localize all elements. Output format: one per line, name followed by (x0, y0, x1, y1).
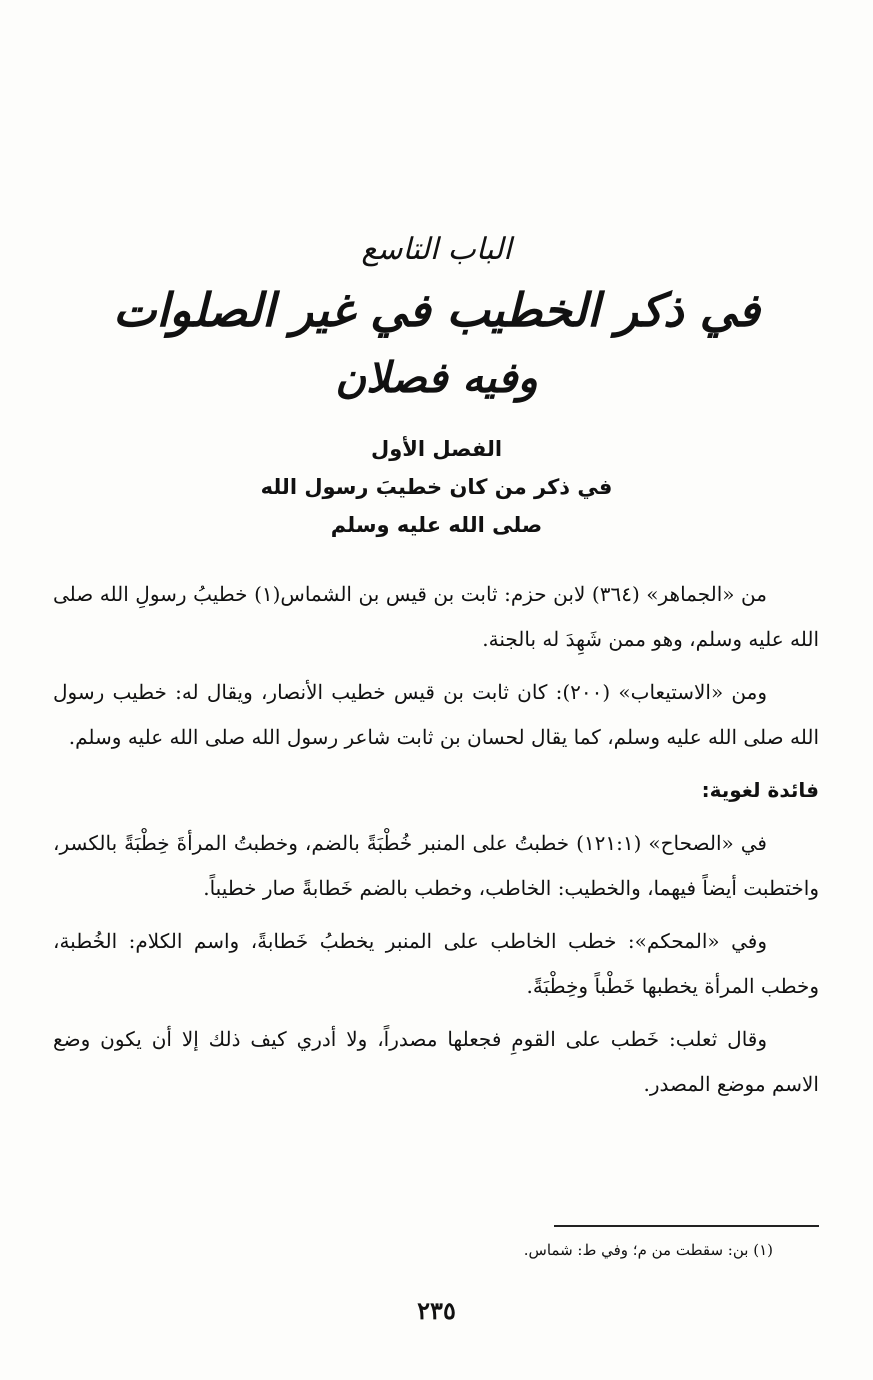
page-number: ٢٣٥ (417, 1296, 456, 1325)
footnote: (١) بن: سقطت من م؛ وفي ط: شماس. (523, 1241, 773, 1259)
section-line-1: في ذكر من كان خطيبَ رسول الله (260, 475, 613, 499)
chapter-label: الباب التاسع (361, 232, 512, 267)
section-title: الفصل الأول (370, 437, 503, 461)
footnote-divider (554, 1225, 819, 1227)
paragraph: من «الجماهر» (٣٦٤) لابن حزم: ثابت بن قيس بن الشماس(١) خطيبُ رسولِ الله صلى الله عليه وسلم، وهو ممن شَهِدَ له بالجنة. (53, 582, 819, 651)
body-text (53, 572, 819, 1115)
section-line-2: صلى الله عليه وسلم (330, 513, 543, 537)
paragraph: وقال ثعلب: خَطب على القومِ فجعلها مصدراً، ولا أدري كيف ذلك إلا أن يكون وضع الاسم موضع المصدر. (53, 1027, 819, 1096)
section-heading (0, 430, 873, 544)
note-label: فائدة لغوية: (701, 778, 819, 802)
chapter-subtitle: وفيه فصلان (335, 353, 538, 402)
chapter-title: في ذكر الخطيب في غير الصلوات (113, 283, 760, 337)
chapter-heading (0, 226, 873, 410)
paragraph: في «الصحاح» (١٢١:١) خطبتُ على المنبر خُطْبَةً بالضم، وخطبتُ المرأةَ خِطْبَةً بالكسر، واختطبت أيضاً فيهما، والخطيب: الخاطب، وخطب بالضم خَطابةً صار خطيباً. (53, 831, 819, 900)
paragraph: ومن «الاستيعاب» (٢٠٠): كان ثابت بن قيس خطيب الأنصار، ويقال له: خطيب رسول الله صلى الله عليه وسلم، كما يقال لحسان بن ثابت شاعر رسول الله صلى الله عليه وسلم. (53, 680, 819, 749)
paragraph: وفي «المحكم»: خطب الخاطب على المنبر يخطبُ خَطابةً، واسم الكلام: الخُطبة، وخطب المرأة يخطبها خَطْباً وخِطْبَةً. (53, 929, 819, 998)
